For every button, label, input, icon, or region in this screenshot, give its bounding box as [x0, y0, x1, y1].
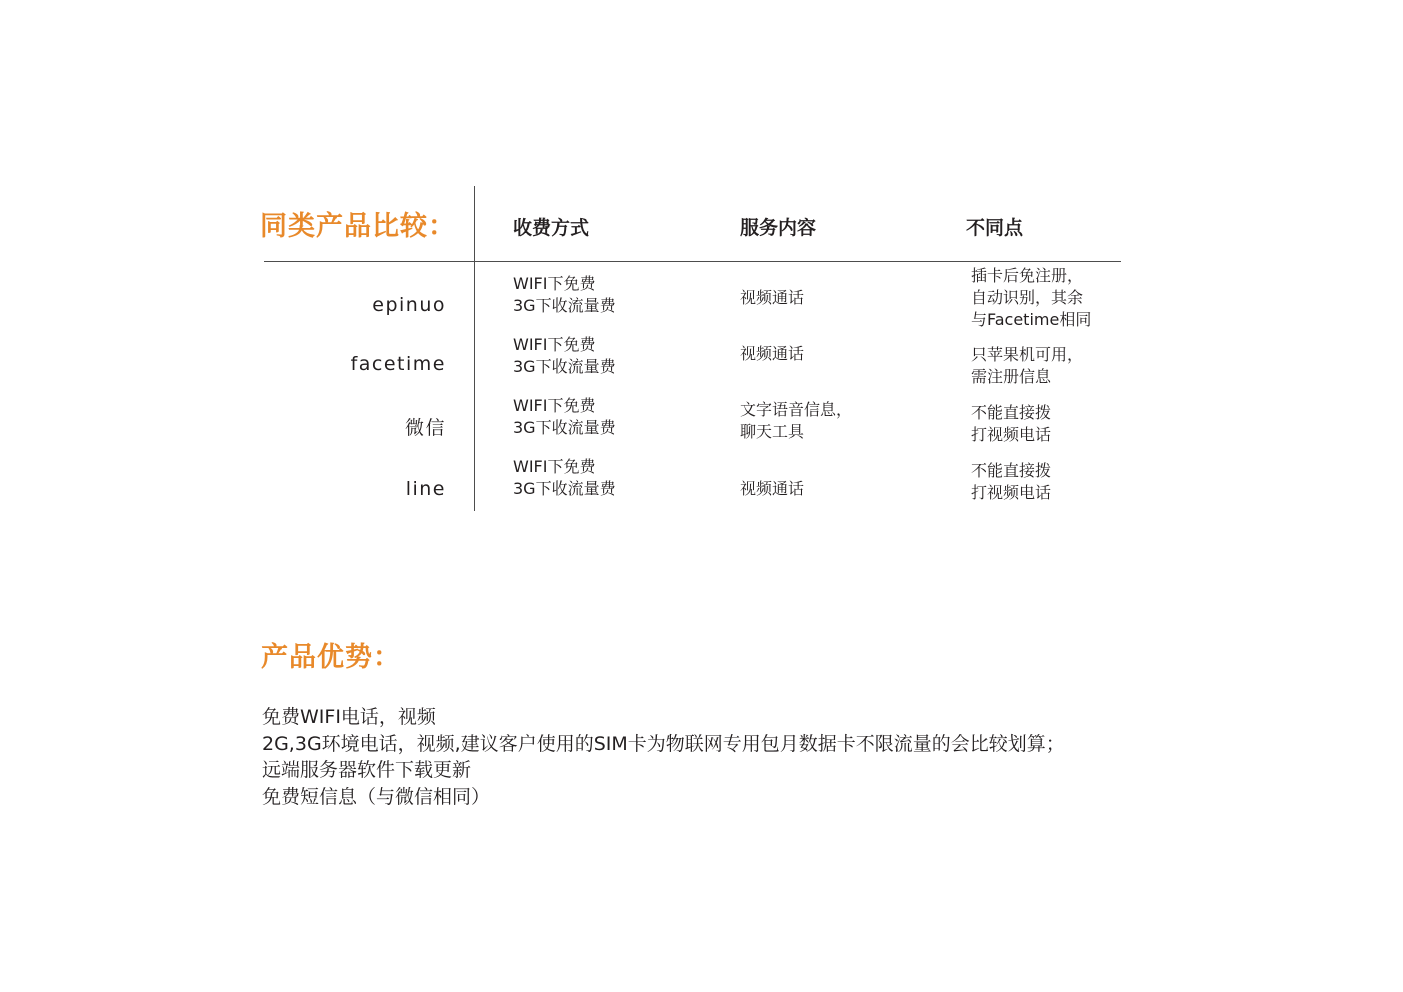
fee-line: WIFI下免费 [513, 457, 596, 476]
header-difference: 不同点 [966, 217, 1024, 239]
difference-line: 打视频电话 [971, 483, 1052, 502]
service-line: 文字语音信息， [740, 400, 853, 419]
fee-line: WIFI下免费 [513, 396, 596, 415]
advantages-title: 产品优势： [261, 642, 401, 673]
header-service: 服务内容 [740, 217, 817, 239]
difference-cell [971, 265, 1091, 331]
advantage-item: 2G,3G环境电话，视频,建议客户使用的SIM卡为物联网专用包月数据卡不限流量的会比较划算； [262, 732, 1065, 755]
table-header-divider [264, 261, 1121, 262]
difference-line: 与Facetime相同 [971, 310, 1092, 329]
difference-line: 需注册信息 [971, 367, 1052, 386]
advantage-item: 免费WIFI电话，视频 [262, 706, 436, 728]
difference-cell [971, 460, 1051, 504]
product-facetime: facetime [350, 353, 446, 375]
product-epinuo: epinuo [372, 294, 446, 316]
service-cell [740, 287, 804, 309]
table-vertical-divider [474, 186, 475, 511]
advantages-list [262, 704, 1065, 810]
service-cell [740, 399, 852, 443]
product-wechat: 微信 [404, 417, 446, 439]
difference-cell [971, 344, 1083, 388]
product-line: line [405, 478, 446, 500]
fee-line: 3G下收流量费 [513, 296, 616, 315]
difference-line: 自动识别，其余 [971, 288, 1084, 307]
service-cell [740, 343, 804, 365]
difference-line: 不能直接拨 [971, 461, 1052, 480]
fee-line: 3G下收流量费 [513, 418, 616, 437]
comparison-title: 同类产品比较： [260, 211, 456, 242]
advantage-item: 远端服务器软件下载更新 [262, 759, 472, 781]
fee-cell [513, 273, 616, 317]
fee-line: WIFI下免费 [513, 335, 596, 354]
fee-line: 3G下收流量费 [513, 479, 616, 498]
fee-cell [513, 456, 616, 500]
service-line: 聊天工具 [740, 422, 805, 441]
service-line: 视频通话 [740, 344, 805, 363]
difference-line: 只苹果机可用， [971, 345, 1084, 364]
difference-line: 插卡后免注册， [971, 266, 1084, 285]
difference-line: 不能直接拨 [971, 403, 1052, 422]
service-cell [740, 478, 804, 500]
advantage-item: 免费短信息（与微信相同） [262, 785, 491, 808]
fee-line: WIFI下免费 [513, 274, 596, 293]
header-fee: 收费方式 [513, 217, 590, 239]
fee-cell [513, 395, 616, 439]
difference-cell [971, 402, 1051, 446]
fee-line: 3G下收流量费 [513, 357, 616, 376]
service-line: 视频通话 [740, 288, 805, 307]
service-line: 视频通话 [740, 479, 805, 498]
fee-cell [513, 334, 616, 378]
difference-line: 打视频电话 [971, 425, 1052, 444]
